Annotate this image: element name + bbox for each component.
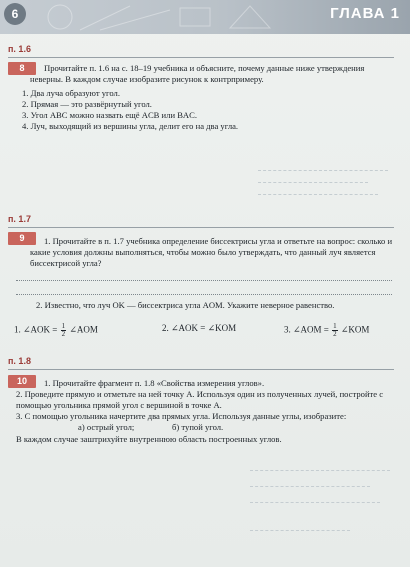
exercise-10-task-3: 3. С помощью угольника начертите два прямых угла. Используя данные углы, изобразите: [16, 411, 347, 421]
exercise-8-item-4: 4. Луч, выходящий из вершины угла, делит его на два угла. [22, 121, 239, 131]
option-1-prefix: 1. ∠AOK = [14, 324, 58, 335]
bleed-line [250, 530, 350, 531]
bleed-line [258, 182, 368, 183]
denominator: 2 [61, 330, 66, 338]
exercise-8-intro: Прочитайте п. 1.6 на с. 18–19 учебника и объясните, почему данные ниже утверждения неверны. В каждом случае изобразите рисунок к контрпримеру. [30, 63, 365, 84]
exercise-number-8: 8 [8, 62, 36, 75]
chapter-title: ГЛАВА 1 [330, 5, 400, 22]
exercise-10-task-3a: а) острый угол; [78, 422, 135, 432]
fraction [332, 323, 338, 338]
page-number: 6 [4, 3, 26, 25]
section-title-1-8: п. 1.8 [8, 356, 31, 366]
option-1 [14, 323, 98, 338]
numerator: 1 [333, 322, 337, 330]
header-decoration [40, 2, 280, 32]
exercise-number-10: 10 [8, 375, 36, 388]
page-header [0, 0, 410, 34]
exercise-9-task-1: 1. Прочитайте в п. 1.7 учебника определение биссектрисы угла и ответьте на вопрос: сколько и какие условия должны выполняться, чтобы можно было утверждать, что данный луч является биссектрисой угла? [30, 236, 393, 268]
bleed-line [258, 170, 388, 171]
section-rule [8, 369, 394, 370]
option-3 [284, 323, 369, 338]
exercise-10-task-1: 1. Прочитайте фрагмент п. 1.8 «Свойства измерения углов». [44, 378, 265, 388]
option-1-suffix: ∠AOM [69, 324, 98, 335]
fraction [61, 323, 67, 338]
section-title-1-6: п. 1.6 [8, 44, 31, 54]
exercise-8-item-3: 3. Угол ABC можно назвать ещё ACB или BAC. [22, 110, 198, 120]
option-3-prefix: 3. ∠AOM = [284, 324, 329, 335]
option-3-suffix: ∠KOM [340, 324, 370, 335]
section-rule [8, 57, 394, 58]
numerator: 1 [61, 322, 66, 330]
section-rule [8, 227, 394, 228]
denominator: 2 [333, 330, 337, 338]
exercise-10-task-3b: б) тупой угол. [172, 422, 224, 432]
answer-line[interactable] [16, 294, 392, 295]
exercise-8-item-1: 1. Два луча образуют угол. [22, 88, 120, 98]
bleed-line [258, 194, 378, 195]
exercise-10-task-2: 2. Проведите прямую и отметьте на ней точку A. Используя один из полученных лучей, постройте с помощью угольника прямой угол с вершиной в точке A. [16, 389, 384, 410]
exercise-8-item-2: 2. Прямая — это развёрнутый угол. [22, 99, 152, 109]
bleed-line [250, 502, 380, 503]
bleed-line [250, 470, 390, 471]
section-title-1-7: п. 1.7 [8, 214, 31, 224]
exercise-9-task-2: 2. Известно, что луч OK — биссектриса угла AOM. Укажите неверное равенство. [36, 300, 335, 310]
exercise-number-9: 9 [8, 232, 36, 245]
answer-line[interactable] [16, 280, 392, 281]
exercise-10-task-4: В каждом случае заштрихуйте внутреннюю область построенных углов. [16, 434, 282, 444]
bleed-line [250, 486, 370, 487]
option-2: 2. ∠AOK = ∠KOM [162, 323, 237, 333]
